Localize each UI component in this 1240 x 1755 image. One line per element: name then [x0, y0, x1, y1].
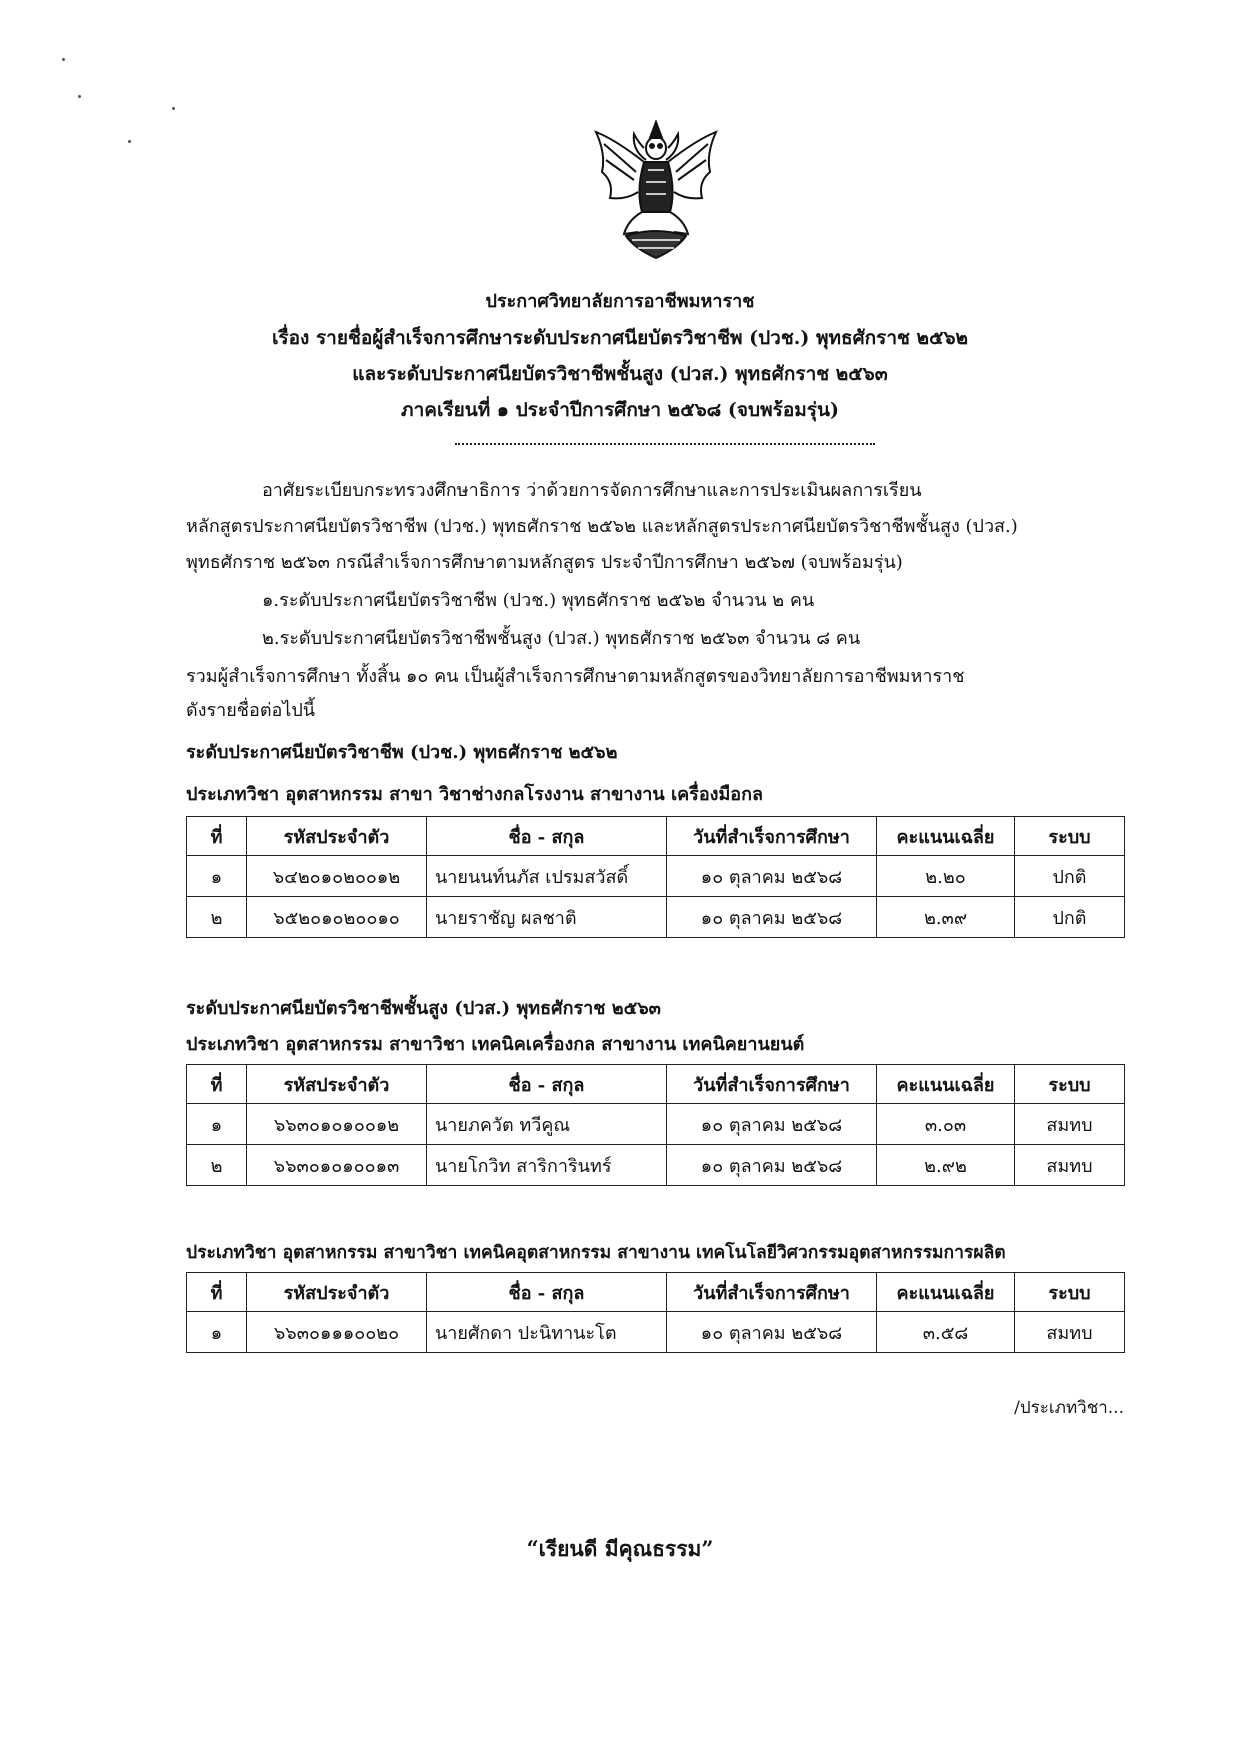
col-header-id: รหัสประจำตัว — [247, 817, 427, 856]
col-header-no: ที่ — [187, 817, 247, 856]
continuation-note: /ประเภทวิชา... — [1014, 1398, 1124, 1418]
cell-date: ๑๐ ตุลาคม ๒๕๖๘ — [667, 897, 877, 938]
table-header-row — [187, 817, 1125, 856]
cell-gpa: ๓.๐๓ — [877, 1104, 1015, 1145]
cell-no: ๑ — [187, 856, 247, 897]
table-header-row — [187, 1273, 1125, 1312]
section-level-heading: ระดับประกาศนียบัตรวิชาชีพชั้นสูง (ปวส.) พุทธศักราช ๒๕๖๓ — [186, 998, 661, 1019]
section-category-heading: ประเภทวิชา อุตสาหกรรม สาขาวิชา เทคนิคอุตสาหกรรม สาขางาน เทคโนโลยีวิศวกรรมอุตสาหกรรมการผลิต — [186, 1243, 1006, 1263]
body-paragraph-5: ดังรายชื่อต่อไปนี้ — [186, 700, 316, 721]
body-item-2: ๒.ระดับประกาศนียบัตรวิชาชีพชั้นสูง (ปวส.) พุทธศักราช ๒๕๖๓ จำนวน ๘ คน — [262, 628, 861, 649]
body-paragraph-1: อาศัยระเบียบกระทรวงศึกษาธิการ ว่าด้วยการจัดการศึกษาและการประเมินผลการเรียน — [262, 480, 922, 501]
col-header-system: ระบบ — [1015, 817, 1125, 856]
table-row — [187, 897, 1125, 938]
col-header-name: ชื่อ - สกุล — [427, 817, 667, 856]
body-paragraph-4: รวมผู้สำเร็จการศึกษา ทั้งสิ้น ๑๐ คน เป็นผู้สำเร็จการศึกษาตามหลักสูตรของวิทยาลัยการอาชีพมหาราช — [186, 666, 965, 687]
col-header-name: ชื่อ - สกุล — [427, 1065, 667, 1104]
table-row — [187, 1312, 1125, 1353]
cell-no: ๒ — [187, 1145, 247, 1186]
col-header-date: วันที่สำเร็จการศึกษา — [667, 1065, 877, 1104]
cell-system: ปกติ — [1015, 856, 1125, 897]
cell-date: ๑๐ ตุลาคม ๒๕๖๘ — [667, 856, 877, 897]
cell-name: นายศักดา ปะนิทานะโต — [427, 1312, 667, 1353]
section-level-heading: ระดับประกาศนียบัตรวิชาชีพ (ปวช.) พุทธศักราช ๒๕๖๒ — [186, 742, 618, 763]
cell-gpa: ๒.๓๙ — [877, 897, 1015, 938]
scan-speck — [62, 58, 65, 61]
cell-no: ๑ — [187, 1104, 247, 1145]
subject-line-2: และระดับประกาศนียบัตรวิชาชีพชั้นสูง (ปวส.) พุทธศักราช ๒๕๖๓ — [352, 363, 888, 385]
col-header-gpa: คะแนนเฉลี่ย — [877, 817, 1015, 856]
table-header-row — [187, 1065, 1125, 1104]
cell-name: นายภควัต ทวีคูณ — [427, 1104, 667, 1145]
cell-id: ๖๔๒๐๑๐๒๐๐๑๒ — [247, 856, 427, 897]
cell-date: ๑๐ ตุลาคม ๒๕๖๘ — [667, 1145, 877, 1186]
col-header-no: ที่ — [187, 1273, 247, 1312]
col-header-id: รหัสประจำตัว — [247, 1273, 427, 1312]
cell-name: นายนนท์นภัส เปรมสวัสดิ์ — [427, 856, 667, 897]
col-header-gpa: คะแนนเฉลี่ย — [877, 1065, 1015, 1104]
col-header-no: ที่ — [187, 1065, 247, 1104]
cell-id: ๖๖๓๐๑๐๑๐๐๑๒ — [247, 1104, 427, 1145]
col-header-system: ระบบ — [1015, 1273, 1125, 1312]
cell-system: สมทบ — [1015, 1104, 1125, 1145]
cell-gpa: ๒.๒๐ — [877, 856, 1015, 897]
scan-speck — [78, 95, 81, 98]
body-paragraph-2: หลักสูตรประกาศนียบัตรวิชาชีพ (ปวช.) พุทธศักราช ๒๕๖๒ และหลักสูตรประกาศนียบัตรวิชาชีพชั้นสูง (ปวส.) — [186, 516, 1018, 537]
col-header-date: วันที่สำเร็จการศึกษา — [667, 817, 877, 856]
cell-date: ๑๐ ตุลาคม ๒๕๖๘ — [667, 1312, 877, 1353]
body-item-1: ๑.ระดับประกาศนียบัตรวิชาชีพ (ปวช.) พุทธศักราช ๒๕๖๒ จำนวน ๒ คน — [262, 590, 815, 611]
col-header-system: ระบบ — [1015, 1065, 1125, 1104]
section-category-heading: ประเภทวิชา อุตสาหกรรม สาขา วิชาช่างกลโรงงาน สาขางาน เครื่องมือกล — [186, 784, 764, 805]
announcement-title: ประกาศวิทยาลัยการอาชีพมหาราช — [485, 291, 755, 312]
col-header-name: ชื่อ - สกุล — [427, 1273, 667, 1312]
graduates-table-1 — [186, 816, 1125, 938]
cell-system: ปกติ — [1015, 897, 1125, 938]
section-category-heading: ประเภทวิชา อุตสาหกรรม สาขาวิชา เทคนิคเครื่องกล สาขางาน เทคนิคยานยนต์ — [186, 1034, 805, 1055]
cell-gpa: ๒.๙๒ — [877, 1145, 1015, 1186]
semester-line: ภาคเรียนที่ ๑ ประจำปีการศึกษา ๒๕๖๘ (จบพร้อมรุ่น) — [401, 399, 839, 421]
scan-speck — [172, 107, 175, 110]
table-row — [187, 1104, 1125, 1145]
cell-no: ๒ — [187, 897, 247, 938]
col-header-id: รหัสประจำตัว — [247, 1065, 427, 1104]
cell-name: นายราชัญ ผลชาติ — [427, 897, 667, 938]
cell-name: นายโกวิท สาริการินทร์ — [427, 1145, 667, 1186]
cell-system: สมทบ — [1015, 1145, 1125, 1186]
dotted-divider — [455, 443, 875, 445]
garuda-emblem-icon — [588, 120, 724, 260]
cell-gpa: ๓.๕๘ — [877, 1312, 1015, 1353]
table-row — [187, 1145, 1125, 1186]
scan-speck — [128, 140, 131, 143]
graduates-table-3 — [186, 1272, 1125, 1353]
cell-date: ๑๐ ตุลาคม ๒๕๖๘ — [667, 1104, 877, 1145]
cell-id: ๖๕๒๐๑๐๒๐๐๑๐ — [247, 897, 427, 938]
college-motto: “เรียนดี มีคุณธรรม” — [526, 1536, 714, 1561]
subject-line: เรื่อง รายชื่อผู้สำเร็จการศึกษาระดับประกาศนียบัตรวิชาชีพ (ปวช.) พุทธศักราช ๒๕๖๒ — [271, 327, 969, 349]
body-paragraph-3: พุทธศักราช ๒๕๖๓ กรณีสำเร็จการศึกษาตามหลักสูตร ประจำปีการศึกษา ๒๕๖๗ (จบพร้อมรุ่น) — [186, 552, 903, 573]
col-header-date: วันที่สำเร็จการศึกษา — [667, 1273, 877, 1312]
graduates-table-2 — [186, 1064, 1125, 1186]
cell-id: ๖๖๓๐๑๐๑๐๐๑๓ — [247, 1145, 427, 1186]
col-header-gpa: คะแนนเฉลี่ย — [877, 1273, 1015, 1312]
table-row — [187, 856, 1125, 897]
cell-system: สมทบ — [1015, 1312, 1125, 1353]
cell-id: ๖๖๓๐๑๑๑๐๐๒๐ — [247, 1312, 427, 1353]
cell-no: ๑ — [187, 1312, 247, 1353]
